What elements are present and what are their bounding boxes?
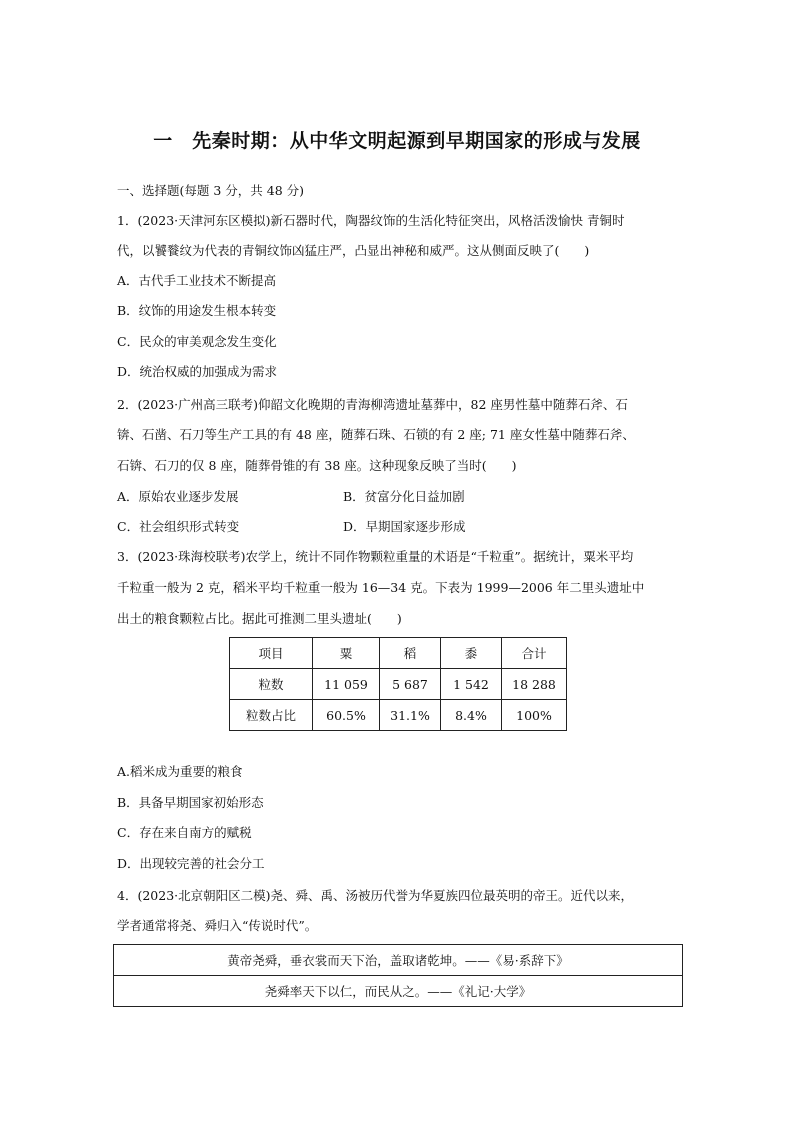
table-row bbox=[114, 976, 683, 1007]
table-row bbox=[230, 669, 567, 700]
table-cell: 11 059 bbox=[313, 669, 380, 700]
question-4-stem-line-2: 学者通常将尧、舜归入“传说时代”。 bbox=[117, 918, 318, 933]
question-3-option-d: D．出现较完善的社会分工 bbox=[117, 856, 265, 871]
table-header-cell: 粟 bbox=[313, 638, 380, 669]
question-1-option-d: D．统治权威的加强成为需求 bbox=[117, 364, 278, 379]
question-2-stem-line-2: 锛、石凿、石刀等生产工具的有 48 座，随葬石珠、石锁的有 2 座; 71 座女性墓中随葬石斧、 bbox=[117, 427, 635, 442]
question-2-option-a: A．原始农业逐步发展 bbox=[117, 489, 239, 504]
table-cell: 60.5% bbox=[313, 700, 380, 731]
question-3-option-b: B．具备早期国家初始形态 bbox=[117, 795, 264, 810]
question-3-stem-line-1: 3．(2023·珠海校联考)农学上，统计不同作物颗粒重量的术语是“千粒重”。据统计，粟米平均 bbox=[117, 549, 634, 564]
question-1-option-c: C．民众的审美观念发生变化 bbox=[117, 334, 277, 349]
quotes-table bbox=[113, 944, 683, 1007]
table-row bbox=[114, 945, 683, 976]
question-2-option-c: C．社会组织形式转变 bbox=[117, 519, 240, 534]
table-cell: 100% bbox=[502, 700, 567, 731]
table-header-row bbox=[230, 638, 567, 669]
question-2-stem-line-3: 石锛、石刀的仅 8 座，随葬骨锥的有 38 座。这种现象反映了当时( ) bbox=[117, 458, 517, 473]
question-3-option-c: C．存在来自南方的赋税 bbox=[117, 825, 252, 840]
section-header: 一、选择题(每题 3 分，共 48 分) bbox=[117, 183, 305, 198]
question-1-stem-line-2: 代，以饕餮纹为代表的青铜纹饰凶猛庄严，凸显出神秘和威严。这从侧面反映了( ) bbox=[117, 243, 590, 258]
table-cell: 18 288 bbox=[502, 669, 567, 700]
question-3-option-a: A.稻米成为重要的粮食 bbox=[117, 764, 243, 779]
table-header-cell: 合计 bbox=[502, 638, 567, 669]
question-3-stem-line-2: 千粒重一般为 2 克，稻米平均千粒重一般为 16—34 克。下表为 1999—2006 年二里头遗址中 bbox=[117, 580, 645, 595]
table-cell: 粒数占比 bbox=[230, 700, 313, 731]
question-3-stem-line-3: 出土的粮食颗粒占比。据此可推测二里头遗址( ) bbox=[117, 611, 402, 626]
grain-table bbox=[229, 637, 567, 731]
table-header-cell: 稻 bbox=[380, 638, 441, 669]
table-cell: 1 542 bbox=[441, 669, 502, 700]
table-cell: 粒数 bbox=[230, 669, 313, 700]
question-1-option-a: A．古代手工业技术不断提高 bbox=[117, 273, 277, 288]
table-cell: 5 687 bbox=[380, 669, 441, 700]
table-header-cell: 项目 bbox=[230, 638, 313, 669]
table-header-cell: 黍 bbox=[441, 638, 502, 669]
table-cell: 8.4% bbox=[441, 700, 502, 731]
quote-cell: 尧舜率天下以仁，而民从之。——《礼记·大学》 bbox=[114, 976, 683, 1007]
quote-cell: 黄帝尧舜，垂衣裳而天下治，盖取诸乾坤。——《易·系辞下》 bbox=[114, 945, 683, 976]
question-4-stem-line-1: 4．(2023·北京朝阳区二模)尧、舜、禹、汤被历代誉为华夏族四位最英明的帝王。近代以来， bbox=[117, 888, 633, 903]
question-2-option-b: B．贫富分化日益加剧 bbox=[343, 489, 465, 504]
question-1-stem-line-1: 1．(2023·天津河东区模拟)新石器时代，陶器纹饰的生活化特征突出，风格活泼愉快 青铜时 bbox=[117, 213, 625, 228]
question-1-option-b: B．纹饰的用途发生根本转变 bbox=[117, 303, 277, 318]
question-2-stem-line-1: 2．(2023·广州高三联考)仰韶文化晚期的青海柳湾遗址墓葬中，82 座男性墓中随葬石斧、石 bbox=[117, 397, 628, 412]
table-row bbox=[230, 700, 567, 731]
table-cell: 31.1% bbox=[380, 700, 441, 731]
page-title: 一 先秦时期：从中华文明起源到早期国家的形成与发展 bbox=[153, 130, 641, 152]
question-2-option-d: D．早期国家逐步形成 bbox=[343, 519, 466, 534]
